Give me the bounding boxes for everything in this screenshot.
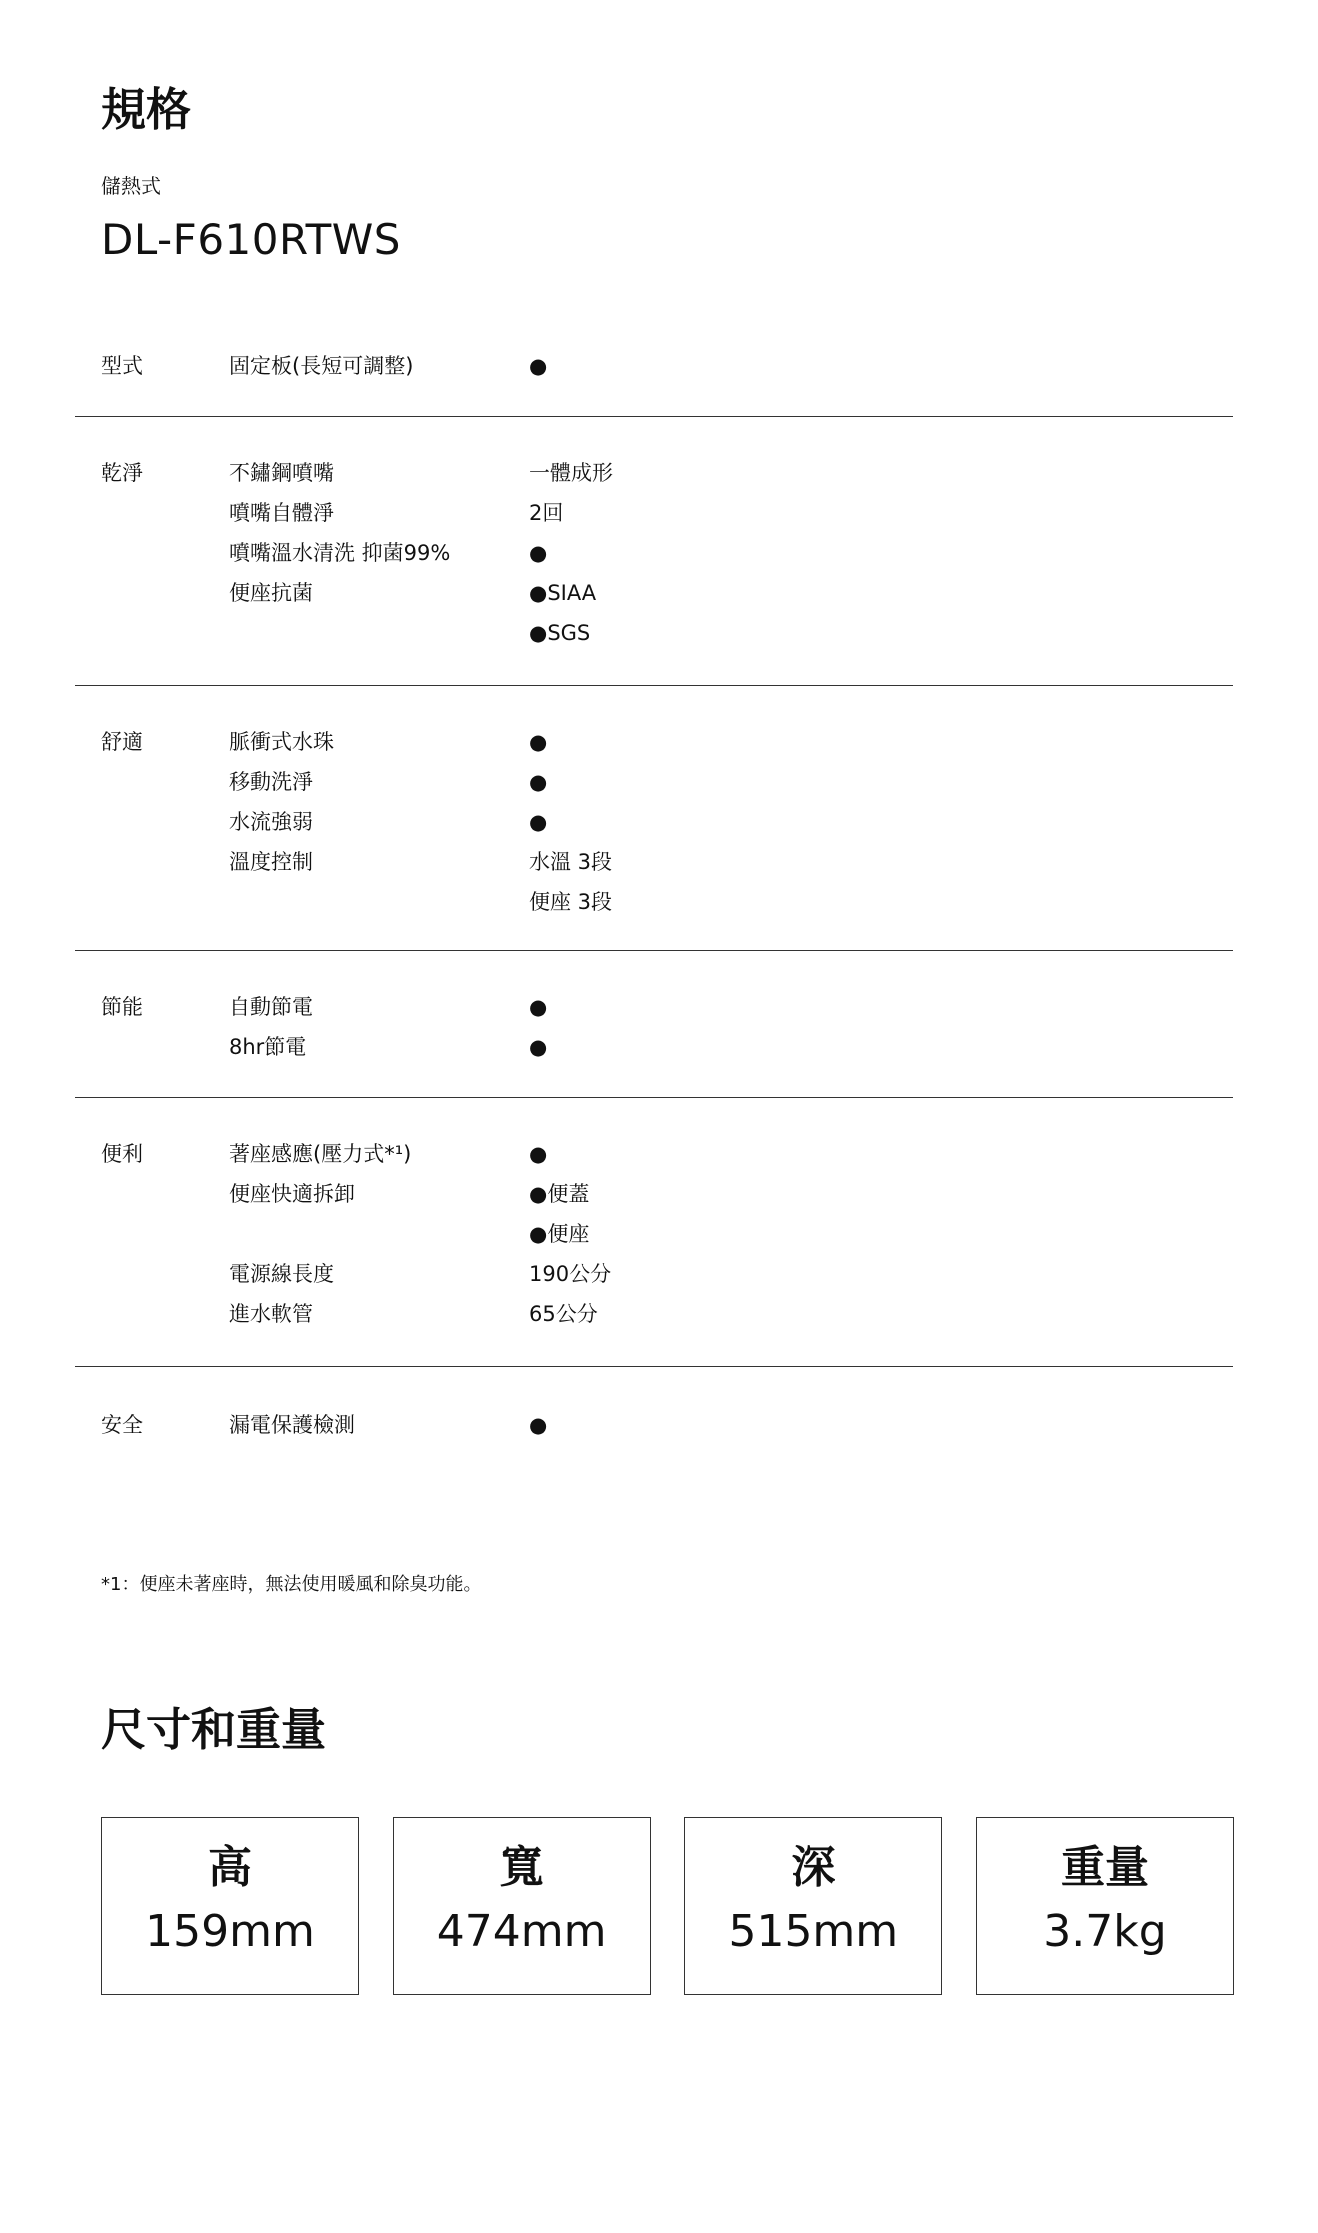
dimension-label: 重量 [1060, 1842, 1149, 1893]
feature-label [229, 613, 529, 653]
section-name: 節能 [101, 995, 143, 1019]
dimensions-title: 尺寸和重量 [101, 1703, 327, 1756]
dimension-label: 寬 [499, 1842, 544, 1893]
spec-row [229, 613, 1233, 653]
section-name: 乾淨 [101, 461, 143, 485]
spec-row [229, 1027, 1233, 1067]
feature-label [229, 1214, 529, 1254]
feature-value: ● [529, 770, 548, 794]
spec-row [229, 1254, 1233, 1294]
feature-value: 65公分 [529, 1302, 598, 1326]
spec-row [229, 1174, 1233, 1214]
spec-row [229, 1214, 1233, 1254]
feature-label: 便座抗菌 [229, 581, 313, 605]
section-name: 舒適 [101, 730, 143, 754]
feature-value: ● [529, 354, 548, 378]
feature-label: 自動節電 [229, 995, 313, 1019]
feature-value: ● [529, 810, 548, 834]
dimension-card-width [393, 1817, 651, 1995]
feature-value: ● [529, 1142, 548, 1166]
feature-label: 進水軟管 [229, 1302, 313, 1326]
model-number: DL-F610RTWS [101, 215, 401, 264]
section-name: 型式 [101, 354, 143, 378]
spec-row [229, 346, 1233, 386]
spec-row [229, 1294, 1233, 1334]
spec-section-convenience [75, 1098, 1233, 1367]
dimension-value: 515mm [728, 1906, 899, 1957]
dimension-value: 3.7kg [1043, 1906, 1167, 1957]
feature-value: ● [529, 1035, 548, 1059]
dimension-card-weight [976, 1817, 1234, 1995]
spec-row [229, 573, 1233, 613]
section-name: 安全 [101, 1413, 143, 1437]
feature-label: 不鏽鋼噴嘴 [229, 461, 334, 485]
spec-section-comfort [75, 686, 1233, 951]
dimension-label: 高 [208, 1842, 252, 1893]
dimension-value: 474mm [436, 1906, 607, 1957]
feature-value: ● [529, 730, 548, 754]
feature-value: ●便蓋 [529, 1182, 590, 1206]
spec-row [229, 533, 1233, 573]
feature-label: 移動洗淨 [229, 770, 313, 794]
feature-label: 著座感應(壓力式*¹) [229, 1142, 412, 1166]
spec-row [229, 722, 1233, 762]
spec-row [229, 802, 1233, 842]
spec-section-safety [75, 1367, 1233, 1445]
feature-value: ● [529, 541, 548, 565]
dimensions-panel [101, 1817, 1234, 1997]
spec-row [229, 453, 1233, 493]
spec-row [229, 842, 1233, 882]
feature-value: 一體成形 [529, 461, 613, 485]
dimension-label: 深 [791, 1842, 836, 1893]
feature-label: 溫度控制 [229, 850, 313, 874]
feature-label: 固定板(長短可調整) [229, 354, 414, 378]
feature-label: 噴嘴溫水清洗 抑菌99% [229, 541, 451, 565]
spec-table [75, 328, 1233, 1445]
dimension-card-depth [684, 1817, 942, 1995]
footnote: *1：便座未著座時，無法使用暖風和除臭功能。 [101, 1574, 482, 1595]
page-title: 規格 [101, 83, 192, 136]
feature-label: 8hr節電 [229, 1035, 307, 1059]
spec-row [229, 762, 1233, 802]
spec-row [229, 882, 1233, 922]
spec-section-type [75, 328, 1233, 417]
spec-row [229, 987, 1233, 1027]
dimension-card-height [101, 1817, 359, 1995]
spec-row [229, 1134, 1233, 1174]
feature-label: 脈衝式水珠 [229, 730, 334, 754]
dimension-value: 159mm [145, 1906, 315, 1957]
feature-value: ●SIAA [529, 581, 597, 605]
feature-label: 漏電保護檢測 [229, 1413, 355, 1437]
feature-value: 便座 3段 [529, 890, 613, 914]
feature-value: 190公分 [529, 1262, 612, 1286]
product-type: 儲熱式 [101, 174, 161, 198]
feature-value: ●SGS [529, 621, 591, 645]
feature-label: 便座快適拆卸 [229, 1182, 355, 1206]
section-name: 便利 [101, 1142, 143, 1166]
feature-value: ● [529, 1413, 548, 1437]
feature-value: 2回 [529, 501, 564, 525]
feature-value: ● [529, 995, 548, 1019]
spec-section-energy [75, 951, 1233, 1098]
feature-label: 噴嘴自體淨 [229, 501, 334, 525]
feature-value: 水溫 3段 [529, 850, 613, 874]
feature-label: 電源線長度 [229, 1262, 334, 1286]
spec-row [229, 1405, 1233, 1445]
feature-value: ●便座 [529, 1222, 590, 1246]
feature-label [229, 882, 529, 922]
feature-label: 水流強弱 [229, 810, 313, 834]
spec-section-clean [75, 417, 1233, 686]
spec-row [229, 493, 1233, 533]
